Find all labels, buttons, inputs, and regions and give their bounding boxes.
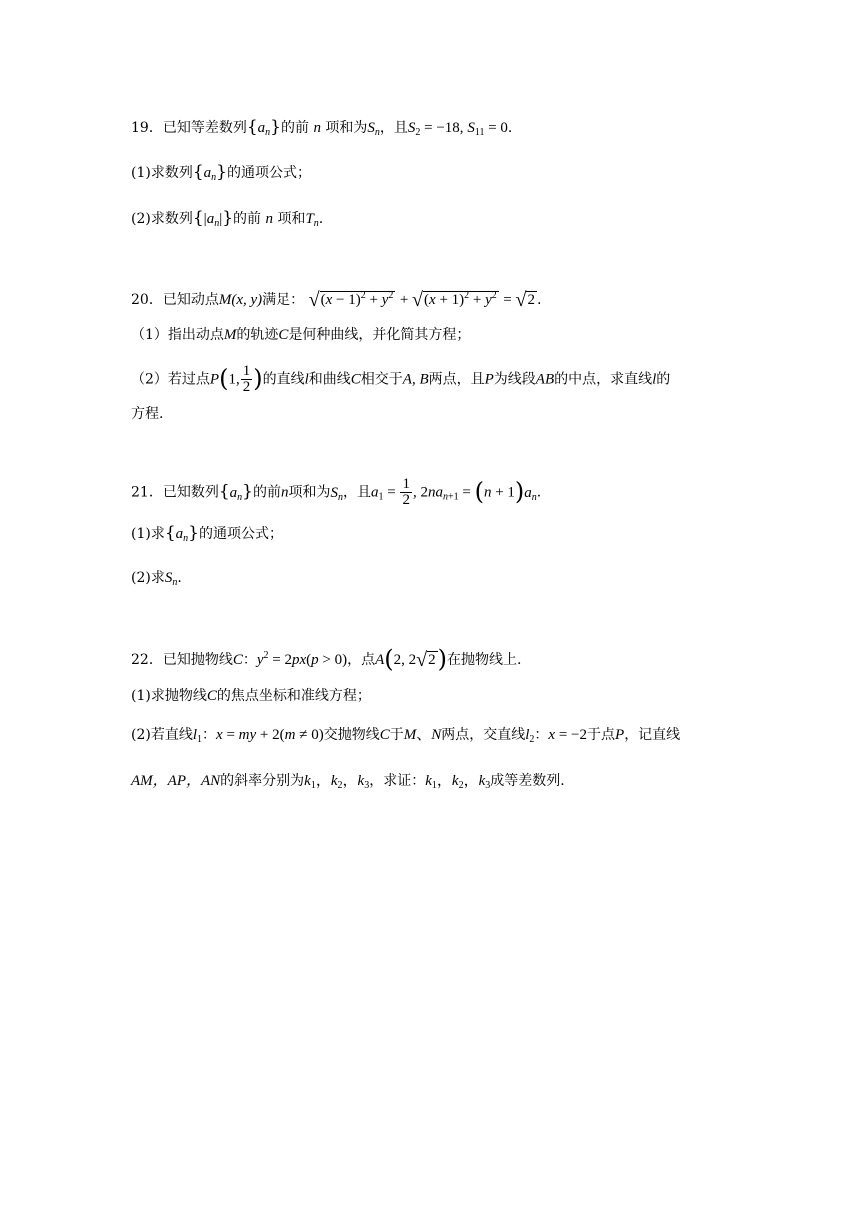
q22-part2-cont: AM，AP，AN的斜率分别为$k_1$，$k_2$，$k_3$，求证：$k_1$，$k_2$，$k_3$成等差数列. [131, 773, 565, 791]
q21-part1: (1)求$\{a_n\}$的通项公式； [131, 523, 283, 544]
q21-stem: 21．已知数列$\{a_n\}$的前n项和为$S_n$，且$a_1$ = $\frac{1}{2}$ , $2na_{n+1} = (n + 1)a_n$. [131, 476, 542, 508]
q20-part2-cont: 方程. [131, 406, 164, 422]
q19-stem: 19．已知等差数列$\{a_n\}$的前 n 项和为$S_n$，且$S_2 = -18$, $S_{11} = 0$. [131, 117, 513, 138]
q20-part1: （1）指出动点M的轨迹C是何种曲线，并化简其方程； [131, 327, 471, 343]
q22-part1: (1)求抛物线C的焦点坐标和准线方程； [131, 688, 371, 704]
q20-stem: 20．已知动点M(x, y)满足： $√(x - 1)^2 + y^2 + √(x + 1)^2 + y^2 = √2$ . [131, 289, 542, 311]
q21-part2: (2)求$S_n$. [131, 570, 182, 588]
q19-part1: (1)求数列$\{a_n\}$的通项公式； [131, 162, 311, 183]
q19-part2: (2)求数列$\{|a_n|\}$的前 n 项和$T_n$. [131, 208, 324, 229]
q20-part2: （2）若过点P(1, $\frac{1}{2}$ )的直线l和曲线C相交于A, B两点，且P为线段AB的中点，求直线l的 [131, 363, 671, 395]
q22-stem: 22．已知抛物线C：$y^2 = 2px(p > 0)$，点A(2, 2√2)在抛物线上. [131, 645, 522, 673]
q22-part2: (2)若直线$l_1$：x = my + 2(m ≠ 0)交抛物线C于M、N两点，交直线$l_2$：x = −2于点P，记直线 [131, 727, 681, 745]
